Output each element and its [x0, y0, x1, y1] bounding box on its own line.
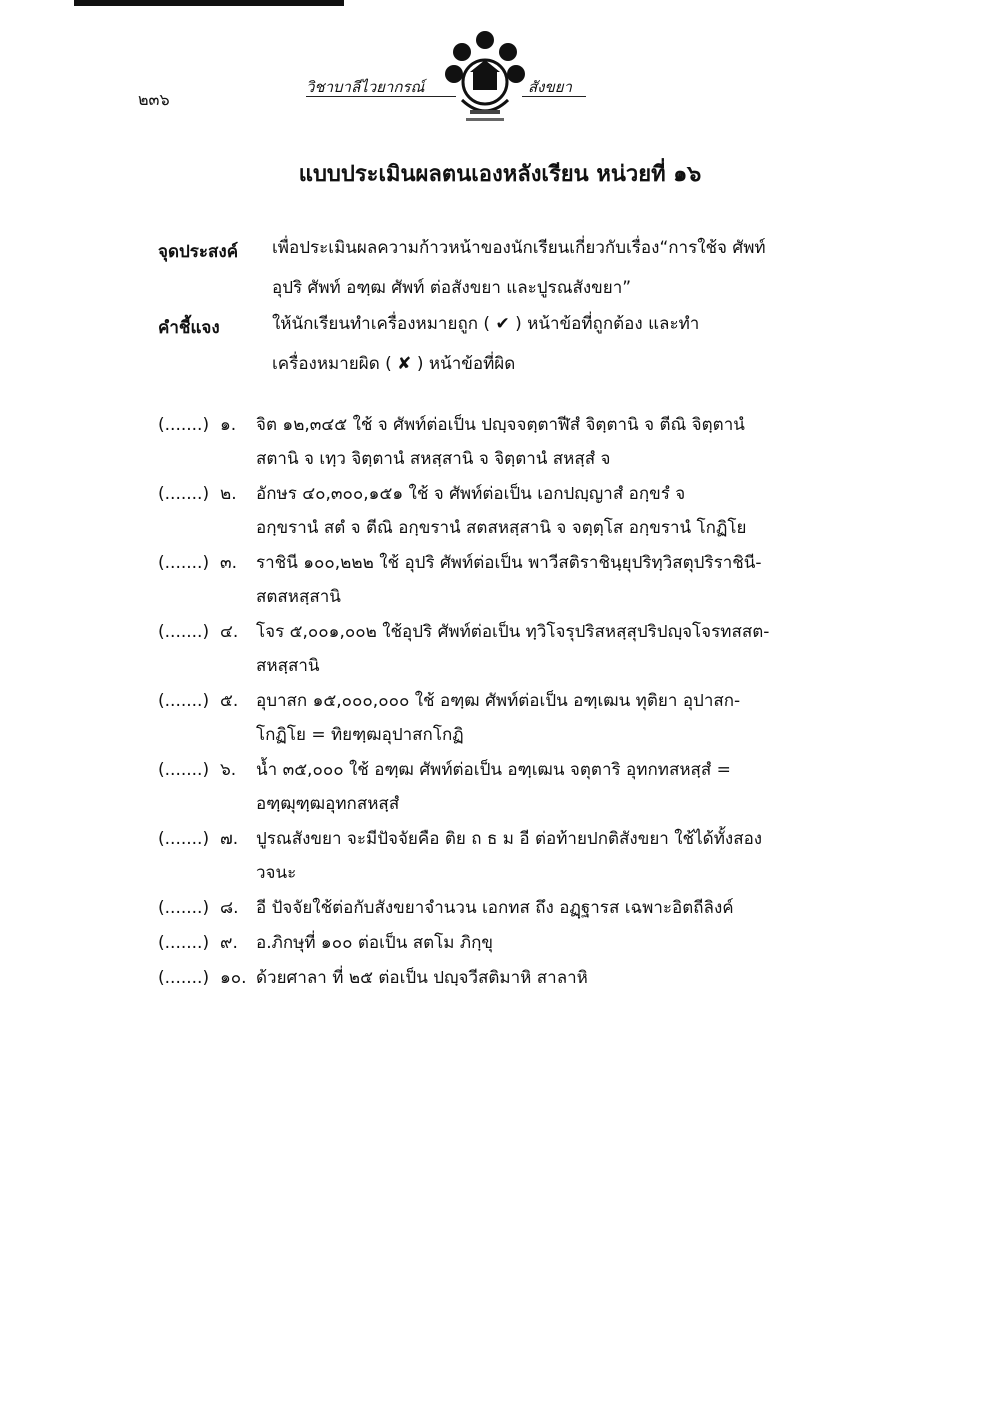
answer-blank[interactable]: (.......) [158, 484, 210, 504]
question-item [158, 753, 848, 821]
question-number: ๙. [220, 933, 238, 953]
question-item [158, 684, 848, 752]
answer-blank[interactable]: (.......) [158, 760, 210, 780]
question-number: ๕. [220, 691, 239, 711]
question-line: สตานิ จ เทฺว จิตฺตานํ สหสฺสานิ จ จิตฺตานํ สหสฺสํ จ [256, 449, 611, 469]
question-number: ๓. [220, 553, 238, 573]
question-number: ๑. [220, 415, 237, 435]
question-item [158, 615, 848, 683]
question-text [256, 822, 848, 890]
header-left-caption: วิชาบาลีไวยากรณ์ [306, 78, 425, 96]
answer-blank[interactable]: (.......) [158, 553, 210, 573]
page-title: แบบประเมินผลตนเองหลังเรียน หน่วยที่ ๑๖ [298, 162, 702, 187]
question-number: ๖. [220, 760, 237, 780]
question-text [256, 684, 848, 752]
question-text [256, 546, 848, 614]
question-line: อกฺขรานํ สตํ จ ตีณิ อกฺขรานํ สตสหสฺสานิ จ จตฺตฺโส อกฺขรานํ โกฏิโย [256, 518, 747, 538]
objective-line-2: อุปริ ศัพท์ อฑฺฒ ศัพท์ ต่อสังขยา และปูรณสังขยา” [272, 278, 632, 298]
answer-blank[interactable]: (.......) [158, 933, 210, 953]
question-line: โจร ๕,๐๐๑,๐๐๒ ใช้อุปริ ศัพท์ต่อเป็น ทฺวิโจรุปริสหสฺสุปริปญฺจโจรทสสต- [256, 622, 770, 642]
emblem-logo [442, 30, 528, 130]
question-item [158, 408, 848, 476]
question-item [158, 822, 848, 890]
instructions-line-1: ให้นักเรียนทำเครื่องหมายถูก ( ✔ ) หน้าข้อที่ถูกต้อง และทำ [272, 314, 700, 334]
question-line: สหสฺสานิ [256, 656, 320, 676]
question-item [158, 891, 848, 925]
header-left-underline [306, 96, 456, 97]
question-text [256, 926, 848, 960]
answer-blank[interactable]: (.......) [158, 968, 210, 988]
question-line: จิต ๑๒,๓๔๕ ใช้ จ ศัพท์ต่อเป็น ปญฺจจตฺตาฬีสํ จิตฺตานิ จ ตีณิ จิตฺตานํ [256, 415, 745, 435]
question-line: อฑฺฒุฑฺฒอุทกสหสฺสํ [256, 794, 400, 814]
page-number: ๒๓๖ [138, 90, 170, 109]
question-text [256, 753, 848, 821]
question-number: ๘. [220, 898, 239, 918]
question-number: ๗. [220, 829, 239, 849]
instructions-text [272, 304, 842, 384]
question-item [158, 477, 848, 545]
objective-line-1: เพื่อประเมินผลความก้าวหน้าของนักเรียนเกี่ยวกับเรื่อง“การใช้จ ศัพท์ [272, 238, 766, 258]
question-number: ๔. [220, 622, 239, 642]
question-line: สตสหสฺสานิ [256, 587, 341, 607]
question-number: ๒. [220, 484, 237, 504]
question-text [256, 477, 848, 545]
question-line: อักษร ๔๐,๓๐๐,๑๕๑ ใช้ จ ศัพท์ต่อเป็น เอกปญฺญาสํ อกฺขรํ จ [256, 484, 686, 504]
question-line: ปูรณสังขยา จะมีปัจจัยคือ ติย ถ ธ ม อี ต่อท้ายปกติสังขยา ใช้ได้ทั้งสอง [256, 829, 763, 849]
answer-blank[interactable]: (.......) [158, 622, 210, 642]
instructions-line-2: เครื่องหมายผิด ( ✘ ) หน้าข้อที่ผิด [272, 354, 516, 374]
question-line: อ.ภิกษุที่ ๑๐๐ ต่อเป็น สตโม ภิกฺขุ [256, 933, 494, 953]
page-header [0, 30, 1000, 135]
answer-blank[interactable]: (.......) [158, 415, 210, 435]
answer-blank[interactable]: (.......) [158, 898, 210, 918]
objective-text [272, 228, 842, 308]
top-rule [74, 0, 344, 6]
question-text [256, 408, 848, 476]
answer-blank[interactable]: (.......) [158, 829, 210, 849]
question-line: อุบาสก ๑๕,๐๐๐,๐๐๐ ใช้ อฑฺฒ ศัพท์ต่อเป็น อฑฺเฒน ทุติยา อุปาสก- [256, 691, 741, 711]
instructions-label: คำชี้แจง [158, 318, 220, 338]
question-text [256, 961, 848, 995]
question-number: ๑๐. [220, 968, 247, 988]
question-text [256, 891, 848, 925]
question-item [158, 926, 848, 960]
header-right-caption: สังขยา [528, 78, 572, 96]
question-line: โกฏิโย = ทิยฑฺฒอุปาสกโกฏิ [256, 725, 464, 745]
question-list [158, 408, 848, 996]
header-right-underline [522, 96, 586, 97]
answer-blank[interactable]: (.......) [158, 691, 210, 711]
question-line: ด้วยศาลา ที่ ๒๕ ต่อเป็น ปญฺจวีสติมาหิ สาลาหิ [256, 968, 588, 988]
question-line: น้ำ ๓๕,๐๐๐ ใช้ อฑฺฒ ศัพท์ต่อเป็น อฑฺเฒน จตุตาริ อุทกทสหสฺสํ = [256, 760, 731, 780]
question-item [158, 546, 848, 614]
objective-label: จุดประสงค์ [158, 242, 239, 262]
question-line: อี ปัจจัยใช้ต่อกับสังขยาจำนวน เอกทส ถึง อฏฺฐารส เฉพาะอิตถีลิงค์ [256, 898, 734, 918]
question-line: วจนะ [256, 863, 297, 883]
question-text [256, 615, 848, 683]
question-item [158, 961, 848, 995]
question-line: ราชินี ๑๐๐,๒๒๒ ใช้ อุปริ ศัพท์ต่อเป็น พาวีสติราชินฺยุปริทฺวิสตุปริราชินี- [256, 553, 762, 573]
